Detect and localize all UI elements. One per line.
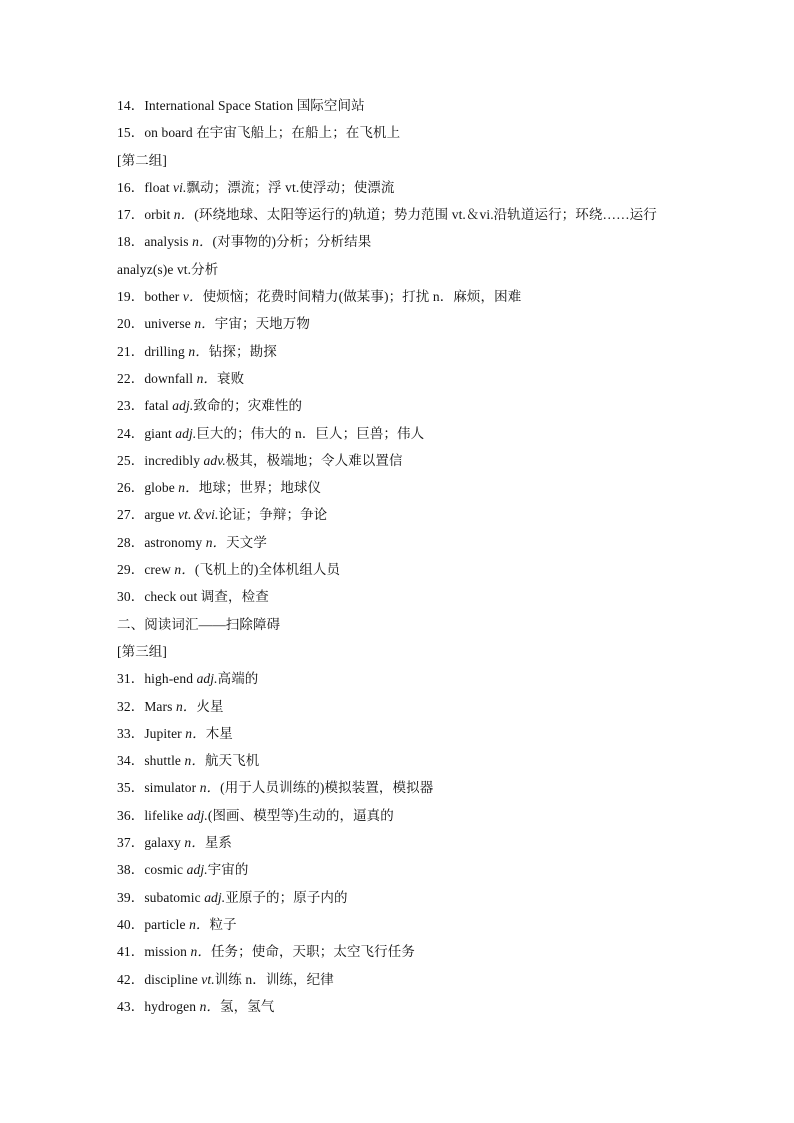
entry-definition: (环绕地球、太阳等运行的)轨道；势力范围 vt.＆vi.沿轨道运行；环绕……运行 [194, 207, 657, 223]
entry-number: 41． [117, 944, 145, 960]
entry-definition: 天文学 [226, 534, 267, 550]
vocab-entry [117, 420, 717, 447]
entry-part-of-speech: adj. [172, 398, 194, 414]
entry-definition: 宇宙的 [207, 862, 249, 878]
entry-number: 33． [117, 725, 145, 741]
entry-word: crew [144, 562, 175, 578]
entry-word: on board [144, 125, 193, 141]
entry-word: subatomic [144, 889, 205, 905]
entry-definition: 木星 [205, 725, 233, 741]
vocab-entry [117, 966, 717, 993]
entry-word: International Space Station [144, 98, 294, 113]
entry-number: 24． [117, 425, 145, 441]
entry-part-of-speech: n． [188, 343, 209, 359]
vocabulary-list [117, 92, 717, 1020]
vocab-entry [117, 693, 717, 720]
vocab-entry [117, 92, 717, 119]
vocab-entry [117, 802, 717, 829]
vocab-entry [117, 856, 717, 883]
entry-definition: (飞机上的)全体机组人员 [194, 562, 341, 578]
vocab-entry [117, 583, 717, 610]
entry-definition: 宇宙；天地万物 [214, 316, 310, 332]
entry-word: incredibly [144, 452, 204, 468]
entry-definition: 粒子 [209, 916, 237, 932]
entry-word: Jupiter [144, 725, 186, 741]
entry-number: 38． [117, 862, 145, 878]
vocab-entry [117, 556, 717, 583]
entry-part-of-speech: adj. [186, 807, 208, 823]
vocab-entry [117, 720, 717, 747]
entry-word: discipline [144, 971, 202, 987]
entry-definition: 高端的 [217, 671, 259, 687]
entry-part-of-speech: n． [194, 316, 215, 332]
entry-part-of-speech: vt.＆vi. [178, 507, 219, 523]
entry-word: astronomy [144, 534, 206, 550]
entry-definition: 在宇宙飞船上；在船上；在飞机上 [192, 125, 401, 141]
vocab-entry [117, 365, 717, 392]
entry-number: 37． [117, 835, 145, 851]
vocab-entry [117, 228, 717, 255]
entry-definition: 亚原子的；原子内的 [225, 889, 348, 905]
entry-definition: 任务；使命，天职；太空飞行任务 [210, 944, 415, 960]
entry-number: 35． [117, 780, 145, 796]
entry-number: 34． [117, 753, 145, 769]
entry-word: bother [144, 289, 183, 305]
vocab-entry [117, 474, 717, 501]
entry-word: drilling [144, 343, 189, 359]
vocab-entry [117, 174, 717, 201]
entry-part-of-speech: n． [173, 207, 195, 223]
entry-definition: 钻探；勘探 [208, 343, 277, 359]
entry-definition: 使烦恼；花费时间精力(做某事)；打扰 n．麻烦，困难 [202, 289, 522, 305]
entry-number: 17． [117, 207, 145, 223]
entry-number: 23． [117, 398, 145, 414]
entry-part-of-speech: v． [182, 289, 203, 305]
entry-word: lifelike [144, 807, 187, 823]
entry-number: 22． [117, 370, 145, 386]
entry-definition: 巨大的；伟大的 n．巨人；巨兽；伟人 [196, 425, 425, 441]
section-heading: [第三组] [117, 643, 167, 659]
entry-word: particle [144, 916, 190, 932]
entry-number: 16． [117, 179, 145, 195]
entry-definition: 训练 n．训练，纪律 [214, 971, 334, 987]
entry-definition: 国际空间站 [293, 98, 365, 113]
entry-word: argue [144, 507, 179, 523]
entry-part-of-speech: n． [178, 480, 199, 496]
entry-part-of-speech: vt. [201, 971, 215, 987]
entry-number: 19． [117, 289, 145, 305]
entry-part-of-speech: adj. [175, 425, 197, 441]
entry-number: 18． [117, 234, 145, 250]
vocab-entry [117, 884, 717, 911]
entry-definition: 论证；争辩；争论 [218, 507, 328, 523]
entry-part-of-speech: adj. [196, 671, 218, 687]
entry-part-of-speech: n． [205, 534, 227, 550]
vocab-entry [117, 338, 717, 365]
entry-number: 30． [117, 589, 145, 605]
entry-word: check out [144, 589, 198, 605]
entry-word: orbit [144, 207, 174, 223]
entry-number: 21． [117, 343, 145, 359]
vocab-entry [117, 938, 717, 965]
vocab-entry [117, 201, 717, 228]
entry-number: 27． [117, 507, 145, 523]
entry-definition: 飘动；漂流；浮 vt.使浮动；使漂流 [186, 179, 395, 195]
entry-part-of-speech: n． [196, 370, 218, 386]
section-heading: analyz(s)e vt.分析 [117, 261, 219, 277]
entry-number: 26． [117, 480, 145, 496]
entry-number: 43． [117, 998, 145, 1014]
entry-word: mission [144, 944, 191, 960]
entry-definition: 地球；世界；地球仪 [198, 480, 322, 496]
entry-word: giant [144, 425, 176, 441]
entry-definition: 星系 [204, 835, 233, 851]
entry-number: 32． [117, 698, 145, 714]
vocab-entry [117, 747, 717, 774]
entry-number: 31． [117, 671, 145, 687]
entry-definition: 致命的；灾难性的 [193, 398, 303, 414]
vocab-entry [117, 665, 717, 692]
entry-number: 25． [117, 452, 145, 468]
entry-part-of-speech: n． [185, 725, 206, 741]
vocab-entry [117, 283, 717, 310]
entry-number: 36． [117, 807, 145, 823]
vocab-entry [117, 310, 717, 337]
vocab-entry [117, 119, 717, 146]
entry-word: shuttle [144, 753, 185, 769]
entry-part-of-speech: n． [190, 944, 211, 960]
entry-part-of-speech: n． [192, 234, 213, 250]
entry-definition: 极其，极端地；令人难以置信 [225, 452, 403, 468]
vocab-entry [117, 447, 717, 474]
vocab-entry [117, 911, 717, 938]
entry-part-of-speech: vi. [173, 179, 187, 195]
vocab-entry [117, 529, 717, 556]
entry-part-of-speech: adj. [204, 889, 226, 905]
entry-part-of-speech: n． [184, 753, 205, 769]
vocab-entry [117, 829, 717, 856]
entry-part-of-speech: n． [175, 698, 197, 714]
entry-part-of-speech: adv. [203, 452, 226, 468]
entry-number: 14． [117, 98, 145, 113]
entry-definition: 衰败 [217, 370, 245, 386]
entry-word: fatal [144, 398, 173, 414]
entry-definition: (对事物的)分析；分析结果 [212, 234, 372, 250]
entry-part-of-speech: adj. [186, 862, 208, 878]
entry-word: float [144, 179, 174, 195]
entry-number: 20． [117, 316, 145, 332]
entry-part-of-speech: n． [174, 562, 195, 578]
entry-number: 39． [117, 889, 145, 905]
vocab-entry [117, 501, 717, 528]
entry-word: high-end [144, 671, 197, 687]
entry-word: globe [144, 480, 179, 496]
entry-definition: 调查，检查 [197, 589, 269, 605]
entry-number: 28． [117, 534, 145, 550]
entry-word: Mars [144, 698, 176, 714]
entry-number: 40． [117, 916, 145, 932]
section-heading: 二、阅读词汇——扫除障碍 [117, 616, 281, 632]
entry-number: 15． [117, 125, 145, 141]
entry-definition: 火星 [196, 698, 224, 714]
entry-number: 42． [117, 971, 145, 987]
entry-word: hydrogen [144, 998, 200, 1014]
entry-definition: (用于人员训练的)模拟装置，模拟器 [220, 780, 434, 796]
entry-word: universe [144, 316, 195, 332]
entry-word: analysis [144, 234, 193, 250]
entry-definition: (图画、模型等)生动的，逼真的 [207, 807, 394, 823]
entry-part-of-speech: n． [184, 835, 205, 851]
entry-word: downfall [144, 370, 197, 386]
entry-word: cosmic [144, 862, 187, 878]
vocab-entry [117, 774, 717, 801]
section-heading: [第二组] [117, 152, 167, 168]
entry-number: 29． [117, 562, 145, 578]
entry-definition: 氢，氢气 [220, 998, 275, 1014]
entry-part-of-speech: n． [199, 780, 221, 796]
entry-word: simulator [144, 780, 200, 796]
entry-part-of-speech: n． [199, 998, 221, 1014]
entry-part-of-speech: n． [189, 916, 210, 932]
vocab-entry [117, 993, 717, 1020]
entry-definition: 航天飞机 [204, 753, 260, 769]
entry-word: galaxy [144, 835, 185, 851]
vocab-entry [117, 392, 717, 419]
